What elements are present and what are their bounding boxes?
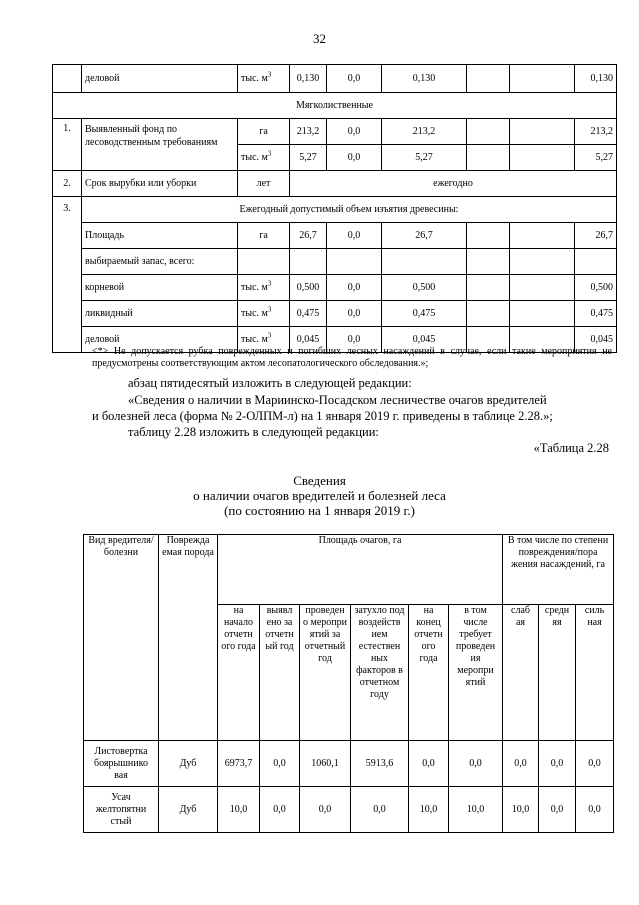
table-row: Листовертка боярышнико вая Дуб 6973,7 0,0 1060,1 5913,6 0,0 0,0 0,0 0,0 0,0 [84, 741, 614, 787]
table-row: 3. Ежегодный допустимый объем изъятия древесины: [53, 197, 617, 223]
paragraph: таблицу 2.28 изложить в следующей редакции: [128, 425, 379, 439]
table-row: выбираемый запас, всего: [53, 249, 617, 275]
paragraph: абзац пятидесятый изложить в следующей редакции: [128, 376, 412, 390]
forest-table [52, 64, 617, 353]
paragraph: «Сведения о наличии в Мариинско-Посадском лесничестве очагов вредителей [128, 393, 547, 407]
table-reference: «Таблица 2.28 [533, 441, 609, 455]
row1-label: Выявленный фонд по лесоводственным требованиям [82, 119, 238, 171]
paragraph: и болезней леса (форма № 2-ОЛПМ-л) на 1 января 2019 г. приведены в таблице 2.28.»; [92, 409, 553, 423]
table-row: тыс. $м^3$ 5,27 0,0 5,27 5,27 [53, 145, 617, 171]
table-row: ликвидный тыс. $м^3$ 0,475 0,0 0,475 0,475 [53, 301, 617, 327]
table-header-row: на начало отчетн ого года выявл ено за отчетн ый год проведен о меропри ятий за отчетный год затухло под воздейств ием естествен ных факторов в отчетном году на конец отчетн ого года в том числе требует проведен ия меропри ятий слаб ая средн яя силь ная [84, 605, 614, 741]
table-row: корневой тыс. $м^3$ 0,500 0,0 0,500 0,500 [53, 275, 617, 301]
table-header-row: Вид вредителя/ болезни Поврежда емая порода Площадь очагов, га В том числе по степени повреждения/пора жения насаждений, га [84, 535, 614, 605]
title-line: Сведения [293, 473, 346, 488]
section-row: Мягколиственные [53, 93, 617, 119]
page-number: 32 [313, 31, 326, 46]
table-row: 2. Срок вырубки или уборки лет ежегодно [53, 171, 617, 197]
pest-table [83, 534, 614, 833]
table-row: Площадь га 26,7 0,0 26,7 26,7 [53, 223, 617, 249]
table-row: Усач желтопятни стый Дуб 10,0 0,0 0,0 0,0 10,0 10,0 10,0 0,0 0,0 [84, 787, 614, 833]
title-line: о наличии очагов вредителей и болезней леса [193, 488, 446, 503]
title-line: (по состоянию на 1 января 2019 г.) [224, 503, 415, 518]
table-row: деловой тыс. $м^3$ 0,045 0,0 0,045 0,045 [53, 327, 617, 353]
footnote: <*> Не допускается рубка поврежденных и погибших лесных насаждений в случае, если такие мероприятия не предусмотрены соответствующим актом лесопатологического обследования.»; [92, 346, 612, 369]
table-row: деловой тыс. $м^3$ 0,130 0,0 0,130 0,130 [53, 65, 617, 93]
table-row: 1. Выявленный фонд по лесоводственным требованиям га 213,2 0,0 213,2 213,2 [53, 119, 617, 145]
